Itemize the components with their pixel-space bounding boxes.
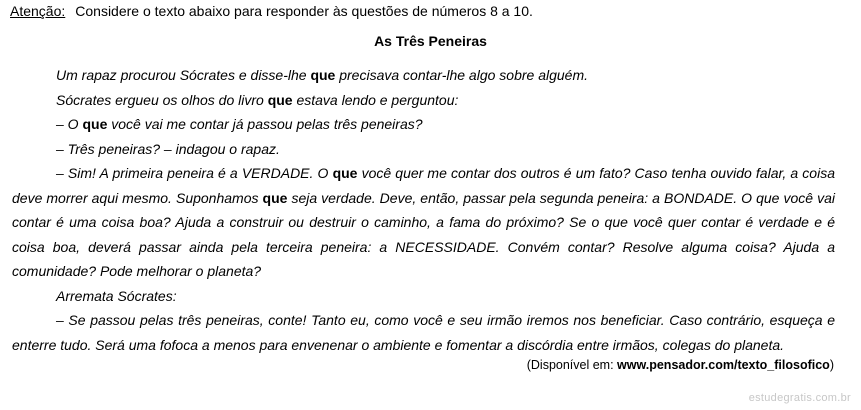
text-segment: – Se passou pelas três peneiras, conte! Tanto eu, como você e seu irmão iremos nos beneficiar. Caso contrário, esqueça e enterre tudo. Será uma fofoca a menos para envenenar o ambiente e fomentar a discórdia entre irmãos, colegas do planeta. [12,312,835,353]
source-url: www.pensador.com/texto_filosofico [617,358,830,372]
bold-word: que [267,91,293,108]
text-title: As Três Peneiras [374,33,487,49]
text-segment: – Três peneiras? – indagou o rapaz. [56,140,280,157]
text-segment: Arremata Sócrates: [56,287,177,304]
text-segment: você vai me contar já passou pelas três peneiras? [107,116,423,132]
text-segment: você quer me contar dos outros é um fato? Caso tenha ouvido falar, a coisa deve morrer aqui mesmo. Suponhamos [12,165,835,206]
source-suffix: ) [829,358,834,372]
text-segment: – Sim! A primeira peneira é a VERDADE. O [56,165,333,181]
paragraph [12,284,835,309]
text-segment: Um rapaz procurou Sócrates e disse-lhe [56,67,311,83]
site-watermark: estudegratis.com.br [748,392,851,404]
text-segment: – O [56,116,83,132]
bold-word: que [82,116,108,132]
text-segment: precisava contar-lhe algo sobre alguém. [335,67,589,83]
bold-word: que [310,67,336,83]
text-body [12,63,835,357]
paragraph [12,137,835,162]
instruction-text: Considere o texto abaixo para responder às questões de números 8 a 10. [75,3,533,19]
paragraph [12,88,835,113]
paragraph [12,112,835,137]
bold-word: que [332,165,358,181]
paragraph [12,308,835,357]
text-segment: seja verdade. Deve, então, passar pela segunda peneira: a BONDADE. O que você vai contar é uma coisa boa? Ajuda a construir ou destruir o caminho, a fama do próximo? Se o que você quer contar é verdade e é coisa boa, deverá passar ainda pela terceira peneira: a NECESSIDADE. Convém contar? Resolve alguma coisa? Ajuda a comunidade? Pode melhorar o planeta? [12,189,835,279]
source-prefix: (Disponível em: [526,358,618,372]
text-segment: estava lendo e perguntou: [292,91,459,108]
paragraph [12,161,835,284]
text-segment: Sócrates ergueu os olhos do livro [56,91,268,108]
paragraph [12,63,835,88]
attention-label: Atenção: [10,3,66,19]
bold-word: que [262,189,288,206]
source-citation [527,358,834,372]
instruction-header [10,3,533,19]
